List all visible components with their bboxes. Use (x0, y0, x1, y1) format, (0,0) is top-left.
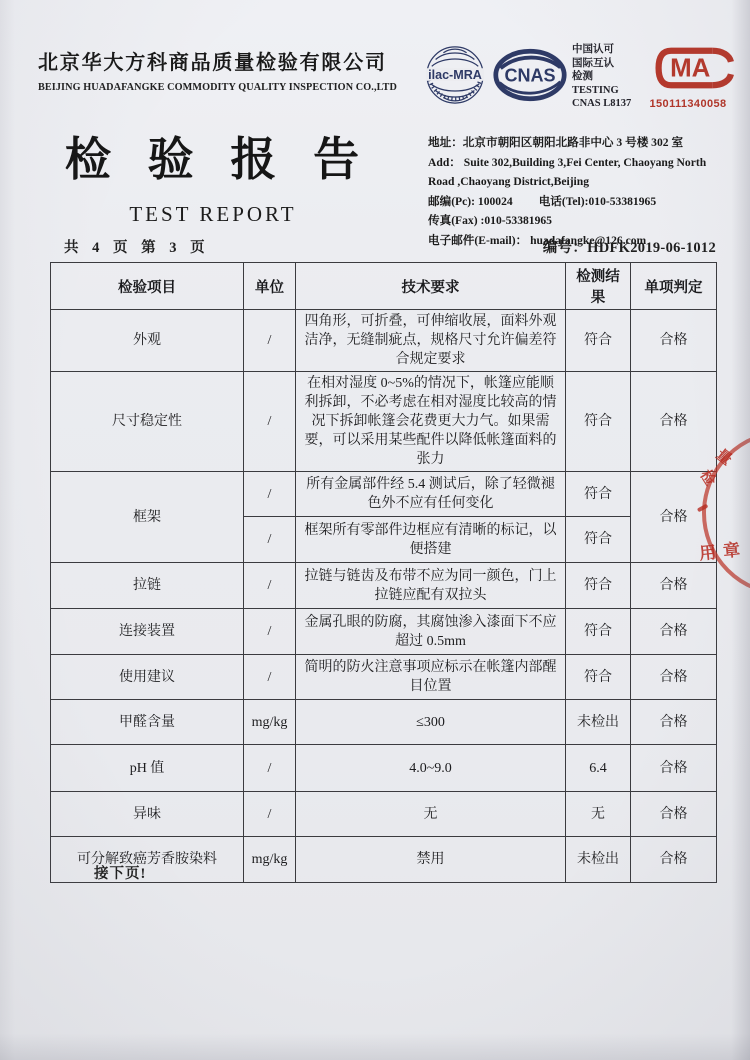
cell-unit: mg/kg (244, 700, 296, 745)
col-header-result: 检测结果 (566, 263, 631, 310)
cell-item: 使用建议 (51, 655, 244, 700)
table-row (51, 609, 717, 655)
table-row (51, 563, 717, 609)
table-row (51, 700, 717, 745)
email: 电子邮件(E-mail)： huadafangke@126.com (428, 233, 647, 247)
report-title-block (38, 123, 388, 227)
table-row (51, 310, 717, 372)
cell-requirement: 4.0~9.0 (296, 745, 566, 792)
report-title-en: TEST REPORT (129, 202, 297, 226)
cell-unit: / (244, 655, 296, 700)
accreditation-line: 国际互认 (572, 57, 614, 69)
accreditation-line: 中国认可 (572, 44, 614, 56)
cma-logo-block (650, 45, 740, 110)
cell-requirement: 在相对湿度 0~5%的情况下，帐篷应能顺利拆卸，不必考虑在相对湿度比较高的情况下拆卸帐篷会花费更大力气。如果需要，可以采用某些配件以降低帐篷面料的张力 (296, 372, 566, 472)
table-header-row (51, 263, 717, 310)
cell-unit: / (244, 372, 296, 472)
cell-result: 符合 (566, 517, 631, 563)
postcode: 邮编(Pc): 100024 (428, 194, 513, 208)
table-row (51, 655, 717, 700)
address-en-line1: Add： Suite 302,Building 3,Fei Center, Chaoyang North (428, 155, 707, 169)
cma-certificate-number: 150111340058 (649, 97, 727, 110)
accreditation-line: TESTING (572, 84, 619, 96)
table-row (51, 792, 717, 837)
cma-logo-icon (650, 45, 740, 91)
contact-block (428, 133, 736, 250)
cell-item: 甲醛含量 (51, 700, 244, 745)
continued-next-page-note: 接下页! (94, 866, 147, 882)
cell-item: 尺寸稳定性 (51, 372, 244, 472)
stamp-character: 量 (712, 445, 736, 469)
cell-requirement: 四角形，可折叠，可伸缩收展，面料外观洁净，无缝制疵点，规格尺寸允许偏差符合规定要求 (296, 310, 566, 372)
col-header-verdict: 单项判定 (631, 263, 717, 310)
cell-requirement: 拉链与链齿及布带不应为同一颜色，门上拉链应配有双拉头 (296, 563, 566, 609)
cell-verdict: 合格 (631, 372, 717, 472)
cell-result: 符合 (566, 655, 631, 700)
address-cn: 地址：北京市朝阳区朝阳北路非中心 3 号楼 302 室 (428, 136, 684, 149)
cell-result: 符合 (566, 372, 631, 472)
cell-requirement: 无 (296, 792, 566, 837)
cnas-logo-icon (492, 47, 568, 108)
cell-unit: / (244, 609, 296, 655)
ilac-mra-logo-icon (424, 44, 486, 111)
cell-unit: / (244, 563, 296, 609)
page-count-info: 共 4 页 第 3 页 (64, 240, 210, 256)
col-header-item: 检验项目 (51, 263, 244, 310)
cell-result: 符合 (566, 310, 631, 372)
cma-label: MA (669, 54, 710, 83)
cell-item: pH 值 (51, 745, 244, 792)
cell-verdict: 合格 (631, 609, 717, 655)
col-header-requirement: 技术要求 (296, 263, 566, 310)
report-title-cn: 检 验 报 告 (64, 133, 372, 185)
fax: 传真(Fax) :010-53381965 (428, 214, 552, 227)
cell-requirement: 金属孔眼的防腐，其腐蚀渗入漆面下不应超过 0.5mm (296, 609, 566, 655)
cell-requirement: 框架所有零部件边框应有清晰的标记，以便搭建 (296, 517, 566, 563)
cell-verdict: 合格 (631, 472, 717, 563)
company-name-cn: 北京华大方科商品质量检验有限公司 (38, 52, 387, 74)
accreditation-text (572, 43, 646, 111)
cell-verdict: 合格 (631, 792, 717, 837)
cell-result: 符合 (566, 563, 631, 609)
cell-item: 拉链 (51, 563, 244, 609)
accreditation-line: CNAS L8137 (572, 98, 632, 110)
cell-item: 可分解致癌芳香胺染料 (51, 837, 244, 883)
address-en-line2: Road ,Chaoyang District,Beijing (428, 175, 590, 188)
cell-result: 符合 (566, 472, 631, 517)
cell-unit: / (244, 517, 296, 563)
cell-unit: / (244, 472, 296, 517)
cell-verdict: 合格 (631, 700, 717, 745)
cell-unit: / (244, 792, 296, 837)
cell-verdict: 合格 (631, 837, 717, 883)
postcode-tel-line (428, 192, 736, 212)
meta-row (50, 236, 716, 257)
table-row (51, 837, 717, 883)
certification-logos (424, 44, 740, 110)
cell-item: 连接装置 (51, 609, 244, 655)
cell-item: 框架 (51, 472, 244, 563)
report-number: 编号：HDFK2019-06-1012 (542, 240, 716, 256)
test-results-table (50, 262, 717, 883)
cell-result: 未检出 (566, 700, 631, 745)
stamp-bottom-text: 用章 (698, 539, 749, 564)
telephone: 电话(Tel):010-53381965 (538, 194, 657, 208)
col-header-unit: 单位 (244, 263, 296, 310)
cell-result: 无 (566, 792, 631, 837)
company-name-en: BEIJING HUADAFANGKE COMMODITY QUALITY INSPECTION CO.,LTD (38, 82, 397, 93)
table-row (51, 745, 717, 792)
cell-unit: mg/kg (244, 837, 296, 883)
cell-result: 6.4 (566, 745, 631, 792)
cell-requirement: 简明的防火注意事项应标示在帐篷内部醒目位置 (296, 655, 566, 700)
ilac-mra-label: ilac-MRA (428, 67, 482, 82)
stamp-character: 检 (696, 467, 719, 489)
cell-item: 异味 (51, 792, 244, 837)
cell-requirement: ≤300 (296, 700, 566, 745)
table-row (51, 372, 717, 472)
cell-result: 未检出 (566, 837, 631, 883)
cell-verdict: 合格 (631, 310, 717, 372)
cell-verdict: 合格 (631, 563, 717, 609)
header-left (38, 46, 428, 227)
cell-requirement: 禁用 (296, 837, 566, 883)
table-row (51, 472, 717, 517)
cell-verdict: 合格 (631, 745, 717, 792)
cnas-label: CNAS (504, 65, 556, 86)
accreditation-line: 检测 (572, 71, 593, 83)
cell-unit: / (244, 310, 296, 372)
cell-item: 外观 (51, 310, 244, 372)
cell-unit: / (244, 745, 296, 792)
cell-requirement: 所有金属部件经 5.4 测试后，除了轻微褪色外不应有任何变化 (296, 472, 566, 517)
cell-verdict: 合格 (631, 655, 717, 700)
cell-result: 符合 (566, 609, 631, 655)
